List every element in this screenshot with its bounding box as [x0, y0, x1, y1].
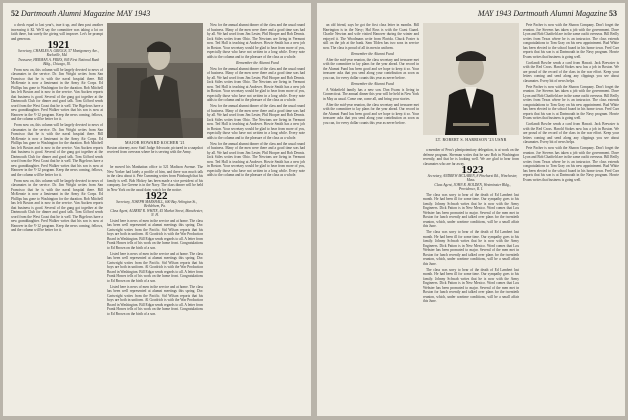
right-column-3: [523, 23, 619, 413]
right-running-head: [478, 9, 617, 18]
left-page-number: 52: [11, 9, 19, 18]
left-column-1: [11, 23, 103, 413]
column-text: Now for the annual alumni dinner of the class and the usual round of business. Many of the men were there and a good time was had by all. We had word from Jim Lester, Phil Hooper and Bob Dennis. Jack Stiles writes from Ohio. The Newtons are living in Vermont now. Ted Hall is teaching at Andover. Howie Smith has a new job in Boston. Your secretary would be glad to hear from more of you, especially those who have not written in a long while. Every note adds to the column and to the pleasure of the class as a whole.: [207, 141, 305, 177]
class-secretary: Secretary, ANDREW MCLAREN, 8 Pinehurst Rd., Winchester, Mass.: [427, 173, 518, 182]
column-text: The class was sorry to hear of the death of Ed Lambert last month. He had been ill for some time. Our sympathy goes to his family. Johnny Schwab writes that he is now with the Army Engineers. Dick Patton is in New Mexico. Word comes that Lou Webster has been promoted to major. Several of the men met in Boston for lunch recently and talked over plans for the twentieth reunion, which, under wartime conditions, will be a small affair this June.: [423, 267, 519, 303]
column-text: Cortlandt Bowler sends a card from Hawaii. Jack Brewster is with the Red Cross. Harold Stokes now has a job in Boston. We are proud of the record of the class in the war effort. Keep your letters coming and send along any clippings you see about classmates. Every bit of news helps.: [523, 122, 619, 144]
class-agent: Treasurer, HERMAN A. FRIES, 805 First National Bank Bldg., Chicago, Ill.: [17, 58, 100, 66]
column-text: After the mid-year reunion, the class secretary and treasurer met with the committee to lay plans for the year ahead. Our record in the Alumni Fund has been good and we hope to keep it so. Your treasurer asks that you send along your contribution as soon as you can, for every dollar counts this year as never before.: [323, 102, 419, 125]
column-text: Pete Pacher is now with the Sharon Company. Don't forget the reunion. Joe Stevens has taken a job with the government. Dave Lyon and Bob Chatfield are in the same outfit overseas. Bill Reilly writes from Texas where he is an instructor. The class extends congratulations to Tom Gray on his new appointment. Bud White has been elected to the school board in his home town. Fred Carr reports that his son is at Dartmouth in the Navy program. Howie Evans writes that business is going well.: [523, 23, 619, 59]
alumni-fund-reminder: Remember the Alumni Fund: [351, 81, 394, 86]
officer-portrait-image: [107, 23, 203, 138]
column-text: Listed here is news of men in the service and at home. The class has been well represented at alumni meetings this spring. Doc Cartwright writes from the Pacific. Sid Wilson reports that his boys are both in uniform. Al Goodrich is with the War Production Board in Washington. Bill Edgar sends regards to all. A letter from Frank Hawes tells of his work on the home front. Congratulations to Ed Brown on the birth of a son.: [107, 284, 203, 316]
left-column-2: [107, 165, 203, 413]
column-text: Pete Pacher is now with the Sharon Company. Don't forget the reunion. Joe Stevens has taken a job with the government. Dave Lyon and Bob Chatfield are in the same outfit overseas. Bill Reilly writes from Texas where he is an instructor. The class extends congratulations to Tom Gray on his new appointment. Bud White has been elected to the school board in his home town. Fred Carr reports that his son is at Dartmouth in the Navy program. Howie Evans writes that business is going well.: [523, 146, 619, 182]
photo-caption: [423, 138, 519, 143]
left-page: [3, 3, 311, 416]
column-text: he moved his Manhattan office to 521 Madison Avenue. The New Yorker had lately a profile of him, and there was much talk in the class about it. Pete Cumming writes from Pittsburgh that his family is well. Bob Hickey has been made a vice president of his company. Joe Greene is in the Navy. The class dinner will be held in New York on the usual date; watch for the notice.: [107, 165, 203, 192]
caption-heading: LT. ROBERT S. HARRISON '23 USNR: [435, 137, 507, 142]
column-text: The class was sorry to hear of the death of Ed Lambert last month. He had been ill for some time. Our sympathy goes to his family. Johnny Schwab writes that he is now with the Army Engineers. Dick Patton is in New Mexico. Word comes that Lou Webster has been promoted to major. Several of the men met in Boston for lunch recently and talked over plans for the twentieth reunion, which, under wartime conditions, will be a small affair this June.: [423, 192, 519, 228]
caption-heading: MAJOR HOWARD KOCHER '21: [125, 140, 185, 145]
column-text: Cortlandt Bowler sends a card from Hawaii. Jack Brewster is with the Red Cross. Harold Stokes now has a job in Boston. We are proud of the record of the class in the war effort. Keep your letters coming and send along any clippings you see about classmates. Every bit of news helps.: [523, 60, 619, 83]
column-text: Pete Pacher is now with the Sharon Company. Don't forget the reunion. Joe Stevens has taken a job with the government. Dave Lyon and Bob Chatfield are in the same outfit overseas. Bill Reilly writes from Texas where he is an instructor. The class extends congratulations to Tom Gray on his new appointment. Bud White has been elected to the school board in his home town. Fred Carr reports that his son is at Dartmouth in the Navy program. Howie Evans writes that business is going well.: [523, 84, 619, 120]
left-column-3: [207, 23, 305, 413]
column-text: From now on, this column will be largely devoted to news of classmates in the service. Dr. Jim Wright writes from San Francisco that he is with the naval hospital there. Bill McKenzie is now a lieutenant in the Army Air Corps. Ed Phillips has gone to Washington for the duration. Bob Mitchell has left Boston and is now in the service. Van Aucken reports that business is good. Several of the gang got together at the Dartmouth Club for dinner and good talk. Tom Gifford sends word from the West Coast that he is well. The Bigelows have a new granddaughter. Fred Walker writes that his son is now at Hanover in the V-12 program. Keep the news coming, fellows, and the column will be better for it.: [11, 178, 103, 232]
column-text: From now on, this column will be largely devoted to news of classmates in the service. Dr. Jim Wright writes from San Francisco that he is with the naval hospital there. Bill McKenzie is now a lieutenant in the Army Air Corps. Ed Phillips has gone to Washington for the duration. Bob Mitchell has left Boston and is now in the service. Van Aucken reports that business is good. Several of the gang got together at the Dartmouth Club for dinner and good talk. Tom Gifford sends word from the West Coast that he is well. The Bigelows have a new granddaughter. Fred Walker writes that his son is now at Hanover in the V-12 program. Keep the news coming, fellows, and the column will be better for it.: [11, 67, 103, 121]
class-agent: Class Agent, ALBERT R. WHITE, 45 Market Street, Manchester, N. H.: [110, 209, 203, 217]
column-text: an old friend, says he got the first class letter in months. Bill Harrington is in the Navy; Hal Ross is with the Coast Guard. Charlie Newton and wife visited Hanover during the winter and enjoyed it. The Woodmans write from Florida. Chuck Foster is still on the job at the bank. Sam Tilden has two sons in service now. The class is proud of all its men in uniform.: [323, 23, 419, 50]
column-text: Listed here is news of men in the service and at home. The class has been well represented at alumni meetings this spring. Doc Cartwright writes from the Pacific. Sid Wilson reports that his boys are both in uniform. Al Goodrich is with the War Production Board in Washington. Bill Edgar sends regards to all. A letter from Frank Hawes tells of his work on the home front. Congratulations to Ed Brown on the birth of a son.: [107, 218, 203, 250]
class-year-heading: 1923: [461, 163, 484, 176]
column-text: The class was sorry to hear of the death of Ed Lambert last month. He had been ill for some time. Our sympathy goes to his family. Johnny Schwab writes that he is now with the Army Engineers. Dick Patton is in New Mexico. Word comes that Lou Webster has been promoted to major. Several of the men met in Boston for lunch recently and talked over plans for the twentieth reunion, which, under wartime conditions, will be a small affair this June.: [423, 230, 519, 266]
column-text: After the mid-year reunion, the class secretary and treasurer met with the committee to lay plans for the year ahead. Our record in the Alumni Fund has been good and we hope to keep it so. Your treasurer asks that you send along your contribution as soon as you can, for every dollar counts this year as never before.: [323, 57, 419, 80]
naval-officer-photo: [423, 23, 519, 135]
class-agent: Class Agent, JOHN R. HOLDEN, Westminster Bldg., Providence, R. I.: [434, 183, 511, 191]
naval-officer-portrait-image: [423, 23, 519, 135]
right-page: [317, 3, 625, 416]
class-year-heading: 1922: [145, 189, 168, 202]
caption-text: Boston attorney, now Staff Judge Advocate, pictured in a snapshot received from overseas where he is serving with the Army.: [107, 145, 203, 154]
column-text: Now for the annual alumni dinner of the class and the usual round of business. Many of the men were there and a good time was had by all. We had word from Jim Lester, Phil Hooper and Bob Dennis. Jack Stiles writes from Ohio. The Newtons are living in Vermont now. Ted Hall is teaching at Andover. Howie Smith has a new job in Boston. Your secretary would be glad to hear from more of you, especially those who have not written in a long while. Every note adds to the column and to the pleasure of the class as a whole.: [207, 66, 305, 102]
right-column-2: [423, 148, 519, 413]
column-text: From now on, this column will be largely devoted to news of classmates in the service. Dr. Jim Wright writes from San Francisco that he is with the naval hospital there. Bill McKenzie is now a lieutenant in the Army Air Corps. Ed Phillips has gone to Washington for the duration. Bob Mitchell has left Boston and is now in the service. Van Aucken reports that business is good. Several of the gang got together at the Dartmouth Club for dinner and good talk. Tom Gifford sends word from the West Coast that he is well. The Bigelows have a new granddaughter. Fred Walker writes that his son is now at Hanover in the V-12 program. Keep the news coming, fellows, and the column will be better for it.: [11, 123, 103, 177]
photo-caption: [107, 141, 203, 155]
column-text: a check equal to last year's, true it up, and then post another increasing it $2. We'll say the committee was taking a lot on faith there, but surely the giving will improve. Let's be prompt and generous.: [11, 23, 103, 41]
class-year-heading: 1921: [47, 38, 70, 51]
column-text: a member of Peru's plenipotentiary delegation, is at work on the defense program. Sherman writes that he saw Bob in Washington recently, and that he is looking well. We are glad to hear from classmates who are far away.: [423, 148, 519, 166]
column-text: Listed here is news of men in the service and at home. The class has been well represented at alumni meetings this spring. Doc Cartwright writes from the Pacific. Sid Wilson reports that his boys are both in uniform. Al Goodrich is with the War Production Board in Washington. Bill Edgar sends regards to all. A letter from Frank Hawes tells of his work on the home front. Congratulations to Ed Brown on the birth of a son.: [107, 251, 203, 283]
class-secretary: Secretary, JOSEPH MARSHALL, 600 Bay Arlington St., Bethlehem, Pa.: [116, 199, 197, 208]
left-running-head: [11, 9, 150, 18]
left-running-title: Dartmouth Alumni Magazine MAY 1943: [21, 9, 151, 18]
column-text: A Wakefield family has a new son. Don Evans is living in Connecticut. The annual dinner this year will be held in New York in May as usual. Come one, come all, and bring your stories.: [323, 87, 419, 101]
class-secretary: Secretary, CHARLES A. GRIGGS, 57 Montgomery Ave., Rockville, Md.: [18, 48, 99, 57]
right-page-number: 53: [609, 9, 617, 18]
column-text: Now for the annual alumni dinner of the class and the usual round of business. Many of the men were there and a good time was had by all. We had word from Jim Lester, Phil Hooper and Bob Dennis. Jack Stiles writes from Ohio. The Newtons are living in Vermont now. Ted Hall is teaching at Andover. Howie Smith has a new job in Boston. Your secretary would be glad to hear from more of you, especially those who have not written in a long while. Every note adds to the column and to the pleasure of the class as a whole.: [207, 104, 305, 140]
officer-photo: [107, 23, 203, 138]
column-text: Now for the annual alumni dinner of the class and the usual round of business. Many of the men were there and a good time was had by all. We had word from Jim Lester, Phil Hooper and Bob Dennis. Jack Stiles writes from Ohio. The Newtons are living in Vermont now. Ted Hall is teaching at Andover. Howie Smith has a new job in Boston. Your secretary would be glad to hear from more of you, especially those who have not written in a long while. Every note adds to the column and to the pleasure of the class as a whole.: [207, 23, 305, 59]
alumni-fund-reminder: Remember the Alumni Fund: [236, 60, 279, 65]
right-column-1: [323, 23, 419, 413]
alumni-fund-reminder: Remember the Alumni Fund: [351, 51, 394, 56]
right-running-title: MAY 1943 Dartmouth Alumni Magazine: [477, 9, 607, 18]
